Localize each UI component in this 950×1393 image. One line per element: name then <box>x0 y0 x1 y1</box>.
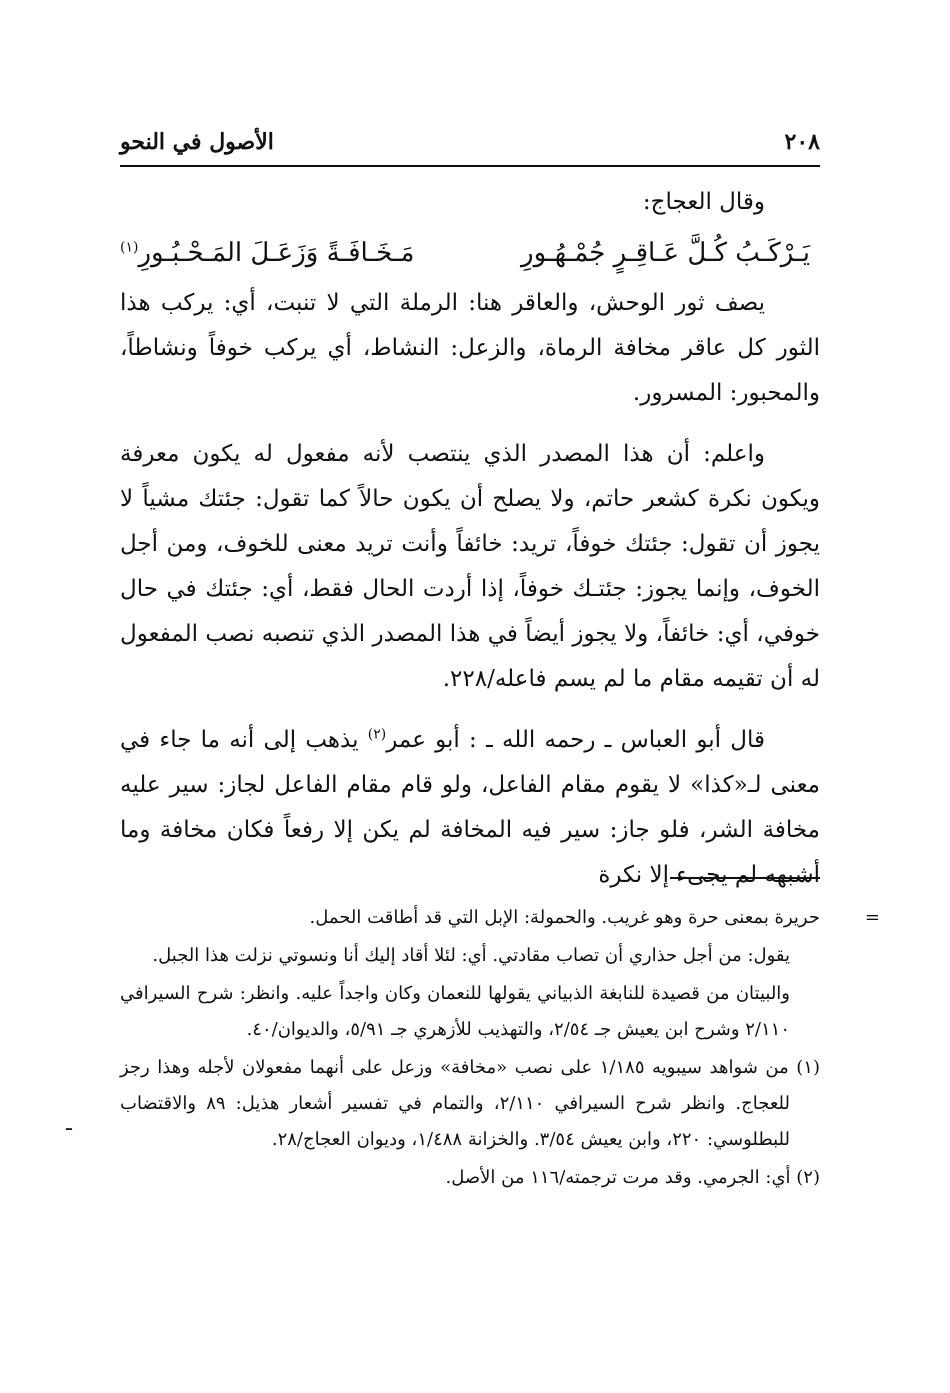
book-title: الأصول في النحو <box>120 129 274 155</box>
footnote-ref-1: (١) <box>120 239 139 256</box>
verse-right-hemistich: يَـرْكَـبُ كُـلَّ عَـاقِـرٍ جُمْـهُـورِ <box>521 238 810 268</box>
verse-left-text: مَـخَـافَـةً وَزَعَـلَ المَـحْـبُـورِ <box>138 238 415 268</box>
footnote-1 <box>120 1050 820 1158</box>
footnote-2 <box>120 1160 820 1196</box>
paragraph-2: واعلم: أن هذا المصدر الذي ينتصب لأنه مفعول له يكون معرفة ويكون نكرة كشعر حاتم، ولا يصلح أن يكون حالاً كما تقول: جئتك مشياً لا يجوز أن تقول: جئتك خوفاً، تريد: خائفاً وأنت تريد معنى للخوف، ومن أجل الخوف، وإنما يجوز: جئتـك خوفاً، إذا أردت الحال فقط، أي: جئتك في حال خوفي، أي: خائفاً، ولا يجوز أيضاً في هذا المصدر الذي تنصبه نصب المفعول له أن تقيمه مقام ما لم يسم فاعله/٢٢٨. <box>120 441 820 692</box>
page-number: ٢٠٨ <box>784 129 820 155</box>
footnote-ref-2: (٢) <box>367 726 387 743</box>
verse-left-hemistich <box>120 229 414 277</box>
marginal-mark: ـ <box>66 1111 72 1135</box>
poetry-verse <box>120 229 820 277</box>
continuation-line-2: يقول: من أجل حذاري أن تصاب مقادتي. أي: لئلا أقاد إليك أنا ونسوتي نزلت هذا الجبل. <box>152 945 790 966</box>
paragraph-3 <box>120 718 820 898</box>
continuation-line-3: والبيتان من قصيدة للنابغة الذبياني يقولها للنعمان وكان واجداً عليه. وانظر: شرح السيرافي ٢/١١٠ وشرح ابن يعيش جـ ٢/٥٤، والتهذيب للأزهري جـ ٥/٩١، والديوان/٤٠. <box>120 983 790 1040</box>
main-text <box>120 180 820 898</box>
paragraph-3-start: قال أبو العباس ـ رحمه الله ـ : أبو عمر <box>386 727 765 753</box>
footnote-2-marker: (٢) <box>796 1167 820 1188</box>
footnote-1-text: من شواهد سيبويه ١/١٨٥ على نصب «مخافة» وزعل على أنهما مفعولان لأجله وهذا رجز للعجاج. وانظر شرح السيرافي ٢/١١٠، والتمام في تفسير أشعار هذيل: ٨٩ والاقتضاب للبطلوسي: ٢٢٠، وابن يعيش ٣/٥٤. والخزانة ١/٤٨٨، وديوان العجاج/٢٨. <box>120 1057 797 1150</box>
footnote-continuation <box>120 900 880 936</box>
page-header <box>120 122 820 162</box>
footnote-1-marker: (١) <box>796 1057 820 1078</box>
verse-intro: وقال العجاج: <box>642 189 765 215</box>
continuation-line-1: حريرة بمعنى حرة وهو غريب. والحمولة: الإبل التي قد أطاقت الحمل. <box>309 907 820 928</box>
continuation-marker: = <box>864 907 880 928</box>
footnote-separator <box>670 877 820 879</box>
paragraph-1: يصف ثور الوحش، والعاقر هنا: الرملة التي لا تنبت، أي: يركب هذا الثور كل عاقر مخافة الرماة، والزعل: النشاط، أي يركب خوفاً ونشاطاً، والمحبور: المسرور. <box>120 290 820 406</box>
footnote-2-text: أي: الجرمي. وقد مرت ترجمته/١١٦ من الأصل. <box>445 1167 797 1188</box>
footnotes <box>120 900 880 1198</box>
paragraph-3-rest: يذهب إلى أنه ما جاء في معنى لـ«كذا» لا يقوم مقام الفاعل، ولو قام مقام الفاعل لجاز: سير عليه مخافة الشر، فلو جاز: سير فيه المخافة لم يكن إلا رفعاً فكان مخافة وما أشبهه لم يجىء إلا نكرة <box>120 727 820 888</box>
header-rule <box>120 165 820 167</box>
